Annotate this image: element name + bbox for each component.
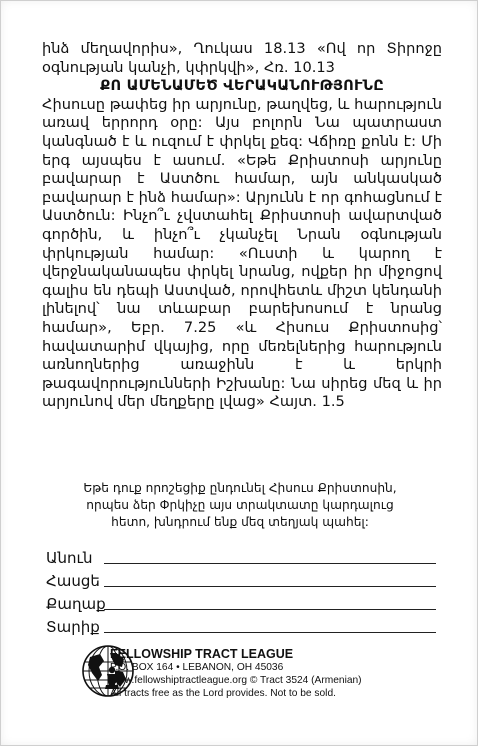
city-line[interactable] (104, 595, 436, 610)
form-row-name (46, 544, 436, 567)
tract-body (42, 40, 442, 412)
date-line[interactable] (104, 618, 436, 633)
date-label: Տարիք (46, 618, 100, 636)
address-line[interactable] (104, 572, 436, 587)
free-note: All tracts free as the Lord provides. Not to be sold. (110, 688, 336, 699)
form-row-date (46, 613, 436, 636)
name-label: Անուն (46, 549, 93, 567)
paragraph-main: Հիսուսը թափեց իր արյունը, թաղվեց, և հարություն առավ երրորդ օրը: Այս բոլորն Նա պատրաստ կանգնած է և ուզում է փրկել քեզ: Վճիռը քոնն է: Մի երգ այսպես է ասում. «Եթե Քրիստոսի արյունը բավարար է Աստծու համար, այն անկասկած բավարար է ինձ համար»: Արյունն է որ գոհացնում է Աստծուն: Ինչո՞ւ չվստահել Քրիստոսի ավարտված գործին, և ինչո՞ւ չկանչել Նրան օգնության փրկության համար: «Ուստի և կարող է վերջնականապես փրկել նրանց, ովքեր իր միջոցով գալիս են դեպի Աստված, որովհետև միշտ կենդանի լինելով՝ նա տևաբար բարեխոսում է նրանց համար», Եբր. 7.25 «և Հիսուս Քրիստոսից՝ հավատարիմ վկայից, որը մեռելներից հարություն առնողներից առաջինն է և երկրի թագավորությունների Իշխանը: Նա սիրեց մեզ և իր արյունով մեր մեղքերը լվաց» Հայտ. 1.5 (42, 95, 442, 411)
section-heading: ՔՈ ԱՄԵՆԱՄԵԾ ՎԵՐԱԿԱՆՈՒԹՅՈՒՆԸ (100, 77, 384, 95)
contact-form (46, 544, 436, 636)
city-label: Քաղաք (46, 595, 106, 613)
form-row-address (46, 567, 436, 590)
address-label: Հասցե (46, 572, 100, 590)
form-row-city (46, 590, 436, 613)
name-line[interactable] (104, 549, 436, 564)
paragraph-top: ինձ մեղավորիս», Ղուկաս 18.13 «Ով որ Տիրոջը օգնության կանչի, կփրկվի», Հռ. 10.13 (42, 40, 442, 76)
org-address: P.O. BOX 164 • LEBANON, OH 45036 (110, 662, 284, 673)
footer-text (110, 647, 362, 700)
org-name: FELLOWSHIP TRACT LEAGUE (110, 647, 294, 661)
org-website[interactable]: www.fellowshiptractleague.org © Tract 3524 (Armenian) (110, 675, 362, 686)
decision-note: Եթե դուք որոշեցիք ընդունել Հիսուս Քրիստոսին, որպես ձեր Փրկիչը այս տրակտատը կարդալուց հետո, խնդրում ենք մեզ տեղյակ պահել: (83, 481, 397, 529)
